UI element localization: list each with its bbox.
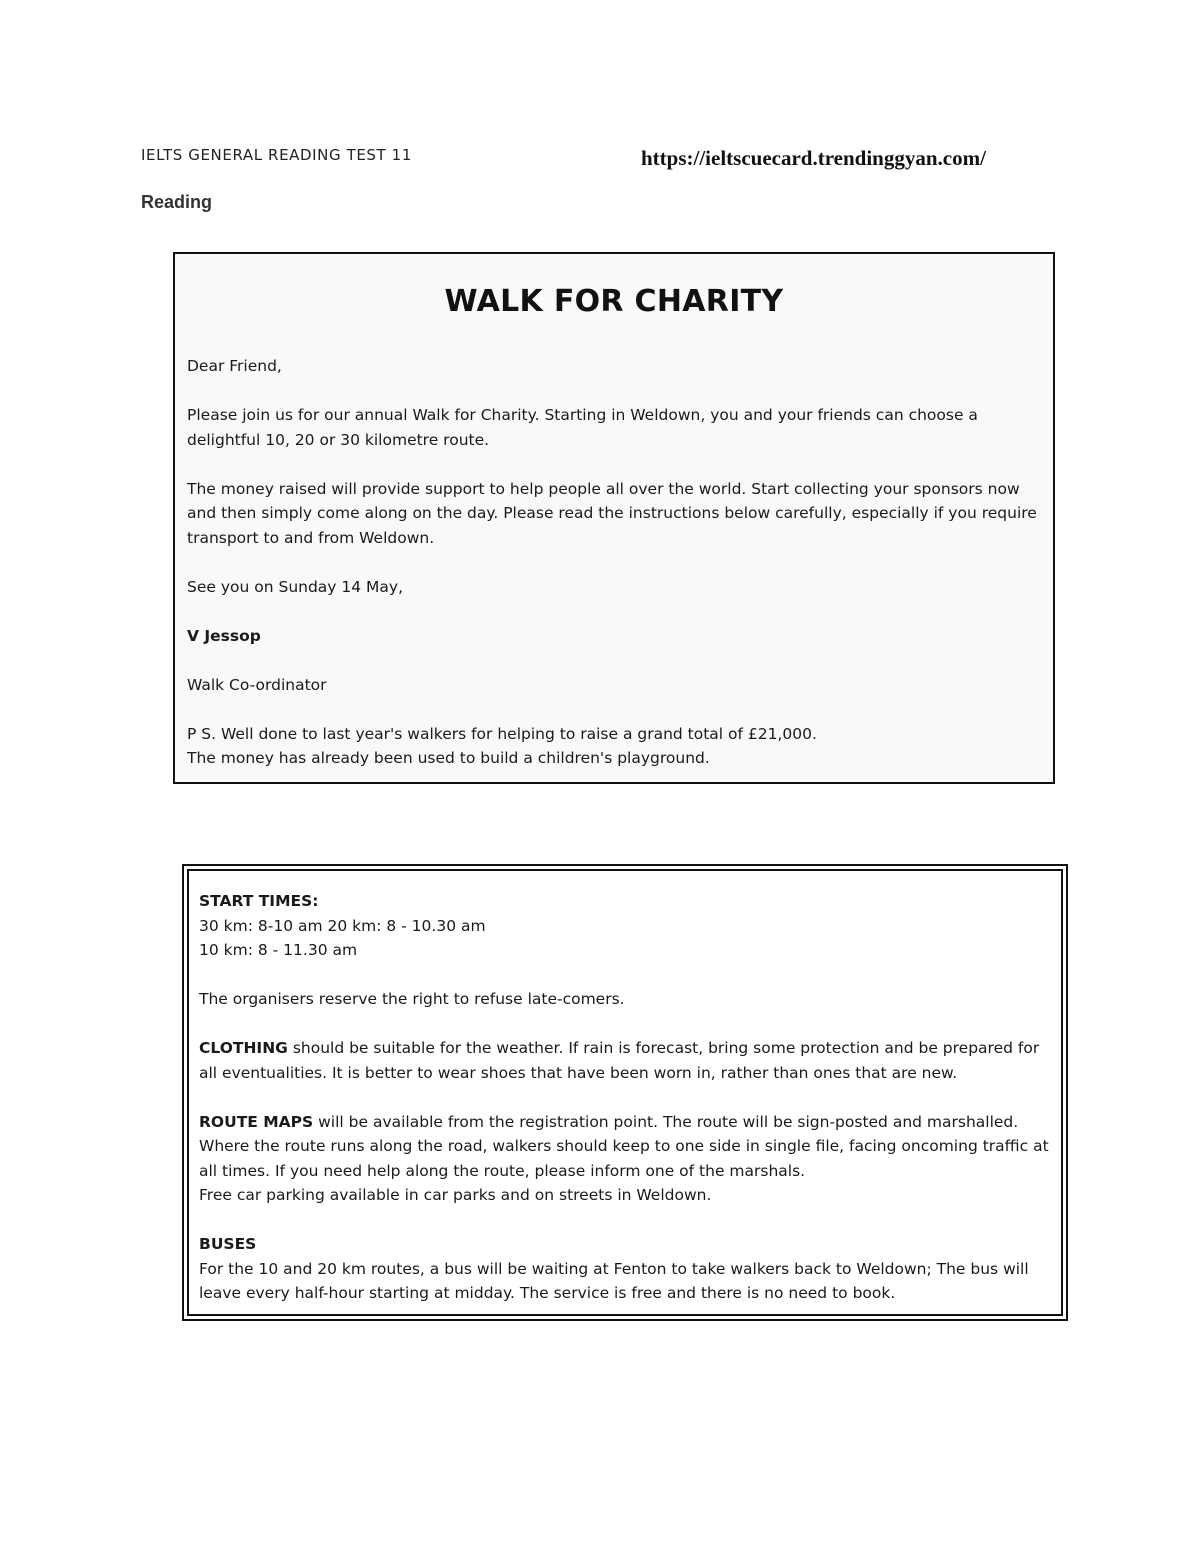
clothing-text: should be suitable for the weather. If rain is forecast, bring some protection and be prepared for all eventualities. It is better to wear shoes that have been worn in, rather than ones that are new. [199, 1039, 1040, 1082]
letter-body [187, 354, 1041, 771]
letter-paragraph-1: Please join us for our annual Walk for Charity. Starting in Weldown, you and your friends can choose a delightful 10, 20 or 30 kilometre route. [187, 406, 978, 449]
parking-text: Free car parking available in car parks and on streets in Weldown. [199, 1186, 712, 1204]
signatory-role: Walk Co-ordinator [187, 675, 327, 694]
buses-section [199, 1232, 1053, 1306]
start-times-heading: START TIMES: [199, 892, 319, 910]
source-url: https://ieltscuecard.trendinggyan.com/ [641, 146, 986, 170]
postscript-line-2: The money has already been used to build a children's playground. [187, 749, 710, 767]
letter-paragraph-2: The money raised will provide support to help people all over the world. Start collecting your sponsors now and then simply come along on the day. Please read the instructions below carefully, especially if you require transport to and from Weldown. [187, 479, 1037, 547]
clothing-heading: CLOTHING [199, 1039, 288, 1057]
letter-box [173, 252, 1055, 784]
letter-title: WALK FOR CHARITY [444, 284, 784, 319]
late-comers-note: The organisers reserve the right to refuse late-comers. [199, 990, 625, 1008]
letter-sign-off: See you on Sunday 14 May, [187, 577, 404, 596]
section-label: Reading [141, 192, 213, 212]
letter-greeting: Dear Friend, [187, 357, 282, 375]
route-maps-text: will be available from the registration point. The route will be sign-posted and marshalled. Where the route runs along the road, walkers should keep to one side in single file, facing oncoming traffic at all times. If you need help along the route, please inform one of the marshals. [199, 1112, 1049, 1180]
info-box-inner [187, 869, 1063, 1316]
start-times-line-1: 30 km: 8-10 am 20 km: 8 - 10.30 am [199, 916, 486, 935]
clothing-section [199, 1036, 1053, 1085]
info-box [182, 864, 1068, 1321]
signatory-name: V Jessop [187, 626, 261, 645]
buses-heading: BUSES [199, 1235, 257, 1253]
start-times-line-2: 10 km: 8 - 11.30 am [199, 941, 358, 959]
buses-text: For the 10 and 20 km routes, a bus will be waiting at Fenton to take walkers back to Weldown; The bus will leave every half-hour starting at midday. The service is free and there is no need to book. [199, 1259, 1029, 1302]
route-maps-section [199, 1110, 1053, 1208]
postscript-line-1: P S. Well done to last year's walkers for helping to raise a grand total of £21,000. [187, 724, 817, 743]
start-times-section [199, 889, 1053, 963]
test-title: IELTS GENERAL READING TEST 11 [141, 146, 412, 164]
route-maps-heading: ROUTE MAPS [199, 1112, 314, 1131]
info-body [199, 889, 1053, 1330]
